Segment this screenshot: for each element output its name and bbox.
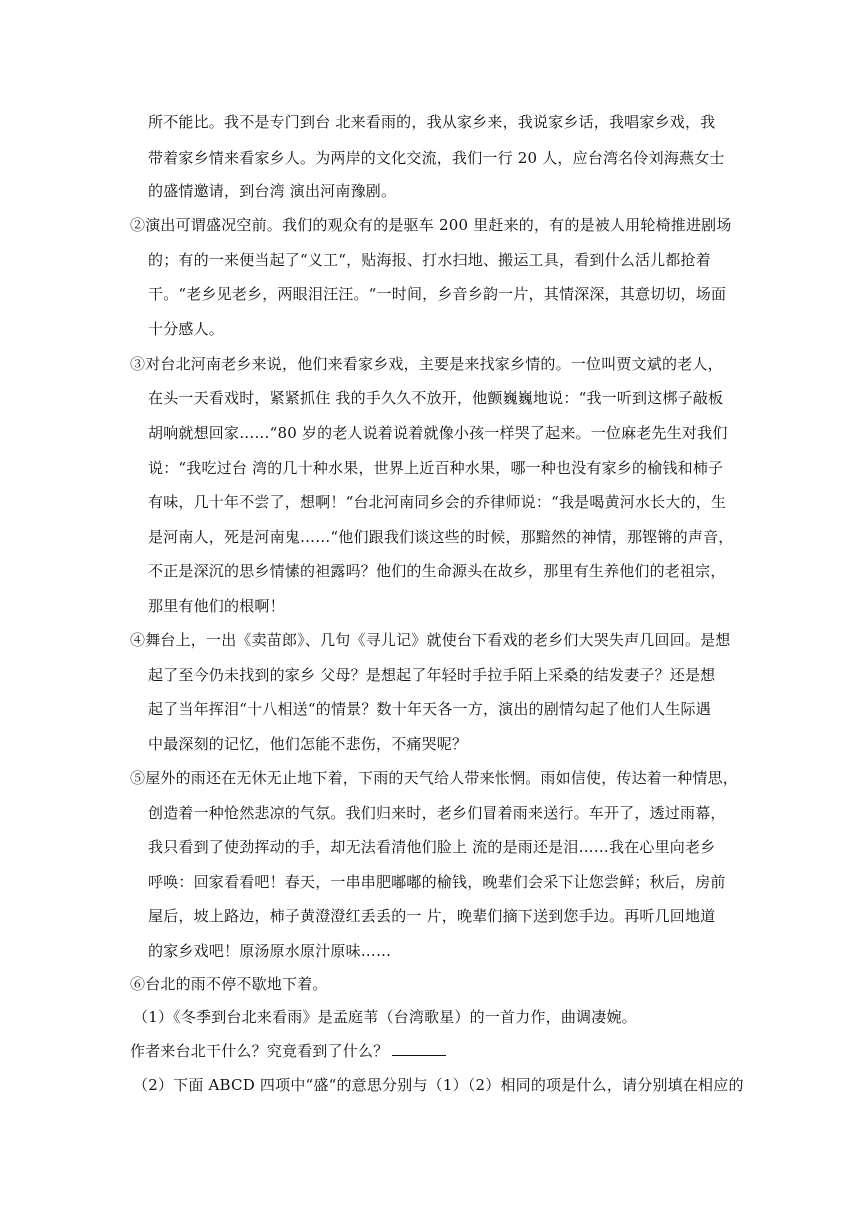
question-2-line: （2）下面 ABCD 四项中“盛“的意思分别与（1）（2）相同的项是什么，请分别填在相应的 xyxy=(133,1076,744,1094)
text-line: 所不能比。我不是专门到台 北来看雨的，我从家乡来，我说家乡话，我唱家乡戏，我 xyxy=(148,113,716,131)
paragraph-4-line: 中最深刻的记忆，他们怎能不悲伤，不痛哭呢？ xyxy=(148,735,468,753)
paragraph-2-line: 十分感人。 xyxy=(148,320,225,338)
paragraph-3-line: 不正是深沉的思乡情愫的袒露吗？他们的生命源头在故乡，那里有生养他们的老祖宗， xyxy=(148,562,726,580)
paragraph-5-line: 创造着一种怆然悲凉的气氛。我们归来时，老乡们冒着雨来送行。车开了，透过雨幕， xyxy=(148,804,726,822)
paragraph-5-line: 屋后，坡上路边，柿子黄澄澄红丢丢的一 片，晚辈们摘下送到您手边。再听几回地道 xyxy=(148,907,716,925)
paragraph-2-line: 干。“老乡见老乡，两眼泪汪汪。“一时间，乡音乡韵一片，其情深深，其意切切，场面 xyxy=(148,285,727,303)
paragraph-4-line: ④舞台上，一出《卖苗郎》、几句《寻儿记》就使台下看戏的老乡们大哭失声几回回。是想 xyxy=(130,631,731,649)
paragraph-5-line: 我只看到了使劲挥动的手，却无法看清他们脸上 流的是雨还是泪……我在心里向老乡 xyxy=(148,838,716,856)
paragraph-4-line: 起了当年挥泪“十八相送“的情景？数十年天各一方，演出的剧情勾起了他们人生际遇 xyxy=(148,700,711,718)
question-1-prompt: 作者来台北干什么？究竟看到了什么？ xyxy=(130,1042,389,1060)
paragraph-3-line: ③对台北河南老乡来说，他们来看家乡戏，主要是来找家乡情的。一位叫贾文斌的老人， xyxy=(130,355,723,373)
question-1-line: （1）《冬季到台北来看雨》是孟庭苇（台湾歌星）的一首力作，曲调凄婉。 xyxy=(133,1008,637,1026)
paragraph-5-line: 呼唤：回家看看吧！春天，一串串肥嘟嘟的榆钱，晚辈们会采下让您尝鲜；秋后，房前 xyxy=(148,873,726,891)
paragraph-3-line: 在头一天看戏时，紧紧抓住 我的手久久不放开，他颤巍巍地说：“我一听到这梆子敲板 xyxy=(148,389,724,407)
text-line: 的盛情邀请，到台湾 演出河南豫剧。 xyxy=(148,182,397,200)
paragraph-3-line: 说：“我吃过台 湾的几十种水果，世界上近百种水果，哪一种也没有家乡的榆钱和柿子 xyxy=(148,459,724,477)
paragraph-5-line: ⑤屋外的雨还在无休无止地下着，下雨的天气给人带来怅惘。雨如信使，传达着一种情思， xyxy=(130,769,739,787)
paragraph-3-line: 是河南人，死是河南鬼……“他们跟我们谈这些的时候，那黯然的神情，那铿锵的声音， xyxy=(148,528,734,546)
question-1-prompt-row xyxy=(130,1041,446,1061)
paragraph-3-line: 有味，几十年不尝了，想啊！“台北河南同乡会的乔律师说：“我是喝黄河水长大的，生 xyxy=(148,493,727,511)
paragraph-2-line: ②演出可谓盛况空前。我们的观众有的是驱车 200 里赶来的，有的是被人用轮椅推进剧场 xyxy=(130,216,732,234)
paragraph-4-line: 起了至今仍未找到的家乡 父母？是想起了年轻时手拉手陌上采桑的结发妻子？还是想 xyxy=(148,666,716,684)
paragraph-2-line: 的；有的一来便当起了“义工“，贴海报、打水扫地、搬运工具，看到什么活儿都抢着 xyxy=(148,251,711,269)
text-line: 带着家乡情来看家乡人。为两岸的文化交流，我们一行 20 人，应台湾名伶刘海燕女士 xyxy=(148,149,725,167)
paragraph-3-line: 那里有他们的根啊！ xyxy=(148,597,285,615)
answer-blank[interactable] xyxy=(392,1041,446,1056)
paragraph-3-line: 胡响就想回家……“80 岁的老人说着说着就像小孩一样哭了起来。一位麻老先生对我们 xyxy=(148,424,728,442)
paragraph-5-line: 的家乡戏吧！原汤原水原汁原味…… xyxy=(148,942,392,960)
paragraph-6-line: ⑥台北的雨不停不歇地下着。 xyxy=(130,975,328,993)
